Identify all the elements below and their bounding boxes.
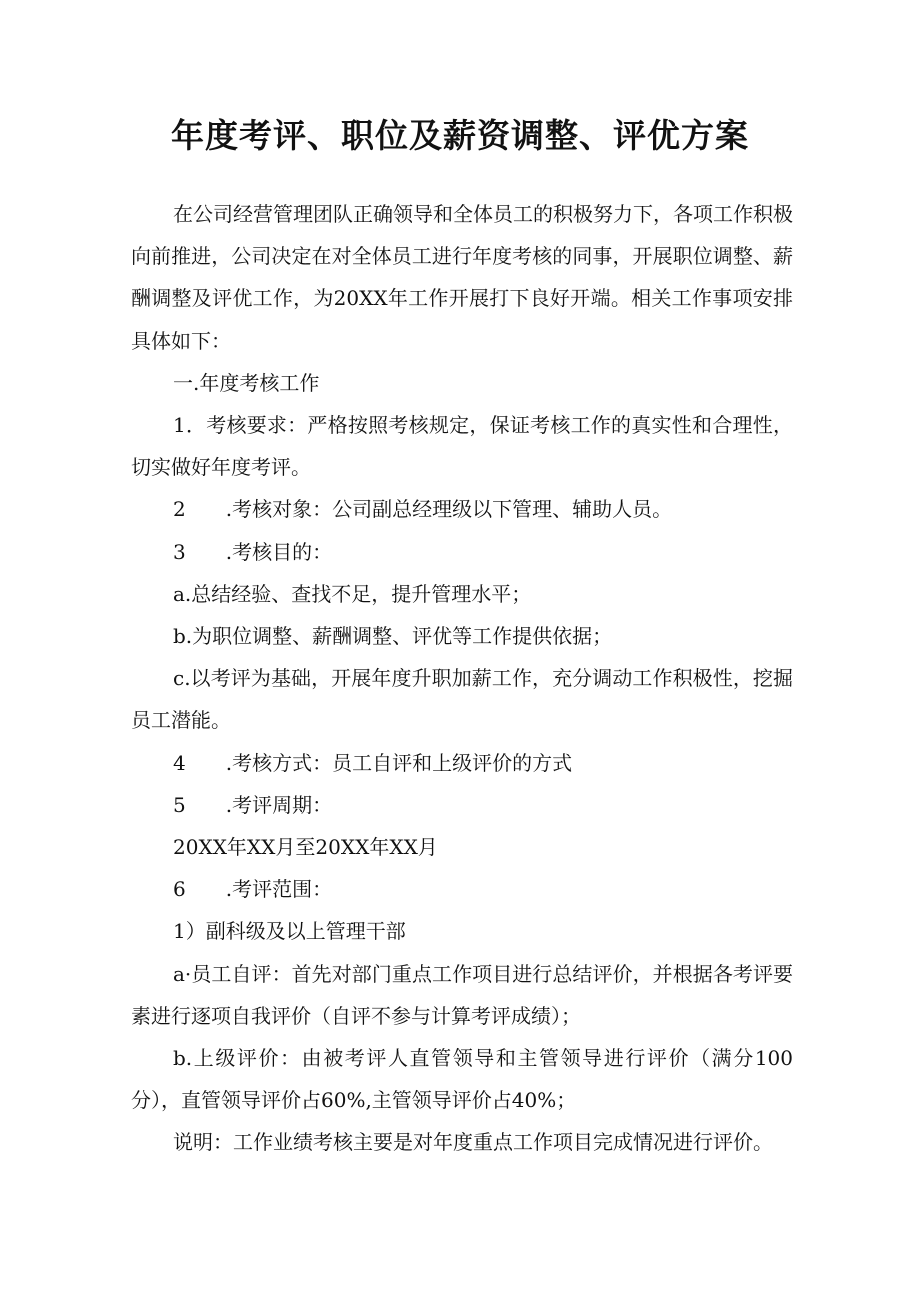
item-assessment-targets: 2 .考核对象：公司副总经理级以下管理、辅助人员。 — [173, 497, 673, 522]
note-paragraph: 说明：工作业绩考核主要是对年度重点工作项目完成情况进行评价。 — [173, 1130, 773, 1155]
scope-managers: 1）副科级及以上管理干部 — [173, 919, 406, 944]
item-assessment-scope: 6 .考评范围： — [173, 877, 333, 902]
document-title: 年度考评、职位及薪资调整、评优方案 — [171, 116, 749, 155]
scope-self-evaluation: a·员工自评：首先对部门重点工作项目进行总结评价，并根据各考评要素进行逐项自我评价（自评不参与计算考评成绩）； — [131, 961, 793, 1028]
item-assessment-purpose: 3 .考核目的： — [173, 539, 333, 564]
purpose-a: a.总结经验、查找不足，提升管理水平； — [173, 581, 532, 606]
item-assessment-requirements: 1．考核要求：严格按照考核规定，保证考核工作的真实性和合理性，切实做好年度考评。 — [131, 413, 793, 480]
purpose-c: c.以考评为基础，开展年度升职加薪工作，充分调动工作积极性，挖掘员工潜能。 — [131, 666, 793, 733]
scope-superior-evaluation: b.上级评价：由被考评人直管领导和主管领导进行评价（满分100分），直管领导评价占60%,主管领导评价占40%； — [131, 1046, 793, 1113]
purpose-b: b.为职位调整、薪酬调整、评优等工作提供依据； — [173, 624, 613, 649]
intro-paragraph: 在公司经营管理团队正确领导和全体员工的积极努力下，各项工作积极向前推进，公司决定在对全体员工进行年度考核的同事，开展职位调整、薪酬调整及评优工作，为20XX年工作开展打下良好开端。相关工作事项安排具体如下： — [131, 202, 793, 353]
document-body — [131, 193, 793, 1164]
section-heading: 一.年度考核工作 — [173, 370, 320, 395]
item-assessment-cycle: 5 .考评周期： — [173, 792, 333, 817]
assessment-period: 20XX年XX月至20XX年XX月 — [173, 835, 438, 860]
item-assessment-method: 4 .考核方式：员工自评和上级评价的方式 — [173, 750, 573, 775]
